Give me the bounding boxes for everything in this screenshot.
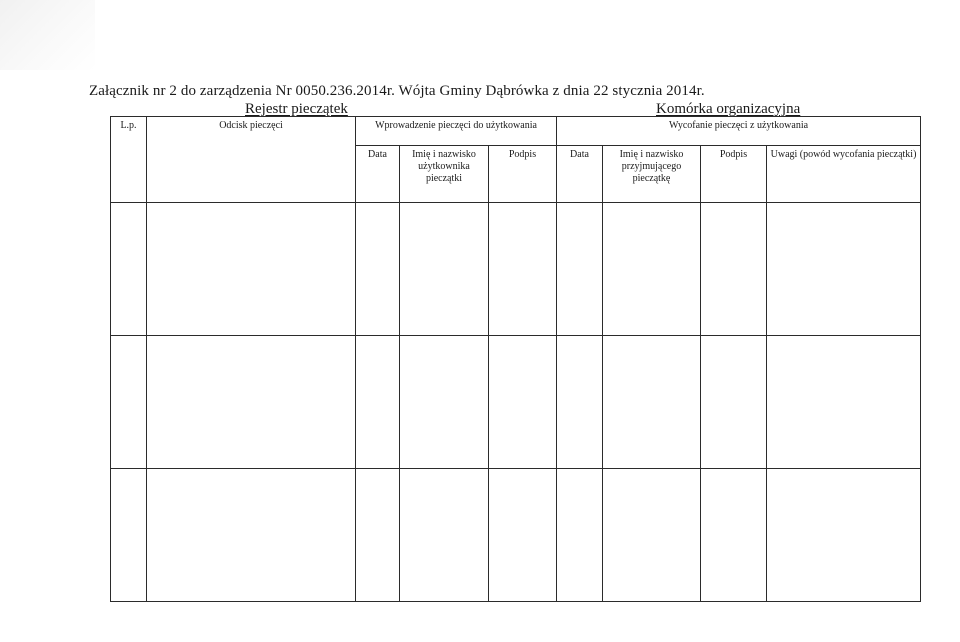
header-intro-date: Data (356, 146, 400, 203)
header-withdraw-receiver-name: Imię i nazwisko przyjmującego pieczątkę (603, 146, 701, 203)
table-cell (111, 336, 147, 469)
scan-artifact (0, 0, 95, 70)
table-cell (603, 203, 701, 336)
table-cell (767, 203, 921, 336)
table-cell (111, 203, 147, 336)
header-stamp-impression: Odcisk pieczęci (147, 117, 356, 203)
header-withdraw-signature: Podpis (701, 146, 767, 203)
table-cell (111, 469, 147, 602)
table-cell (147, 469, 356, 602)
header-withdraw-date: Data (557, 146, 603, 203)
table-cell (767, 469, 921, 602)
table-cell (489, 203, 557, 336)
organizational-unit-label: Komórka organizacyjna (656, 101, 801, 117)
table-cell (557, 336, 603, 469)
table-cell (603, 469, 701, 602)
table-cell (701, 336, 767, 469)
table-row (111, 336, 921, 469)
header-intro-user-name: Imię i nazwisko użytkownika pieczątki (400, 146, 489, 203)
table-cell (356, 203, 400, 336)
table-cell (400, 336, 489, 469)
table-cell (603, 336, 701, 469)
table-cell (489, 469, 557, 602)
table-row (111, 469, 921, 602)
header-group-introduction: Wprowadzenie pieczęci do użytkowania (356, 117, 557, 146)
table-cell (147, 336, 356, 469)
table-cell (489, 336, 557, 469)
stamp-register-table (110, 116, 921, 602)
table-cell (557, 203, 603, 336)
header-group-withdrawal: Wycofanie pieczęci z użytkowania (557, 117, 921, 146)
table-cell (701, 203, 767, 336)
table-row (111, 203, 921, 336)
header-lp: L.p. (111, 117, 147, 203)
document-heading: Załącznik nr 2 do zarządzenia Nr 0050.236.2014r. Wójta Gminy Dąbrówka z dnia 22 stycznia 2014r. (89, 83, 705, 99)
table-cell (356, 469, 400, 602)
register-title: Rejestr pieczątek (245, 101, 348, 117)
table-cell (701, 469, 767, 602)
header-intro-signature: Podpis (489, 146, 557, 203)
table-cell (147, 203, 356, 336)
table-cell (400, 203, 489, 336)
table-cell (400, 469, 489, 602)
header-withdraw-remarks: Uwagi (powód wycofania pieczątki) (767, 146, 921, 203)
table-cell (557, 469, 603, 602)
table-cell (356, 336, 400, 469)
table-cell (767, 336, 921, 469)
